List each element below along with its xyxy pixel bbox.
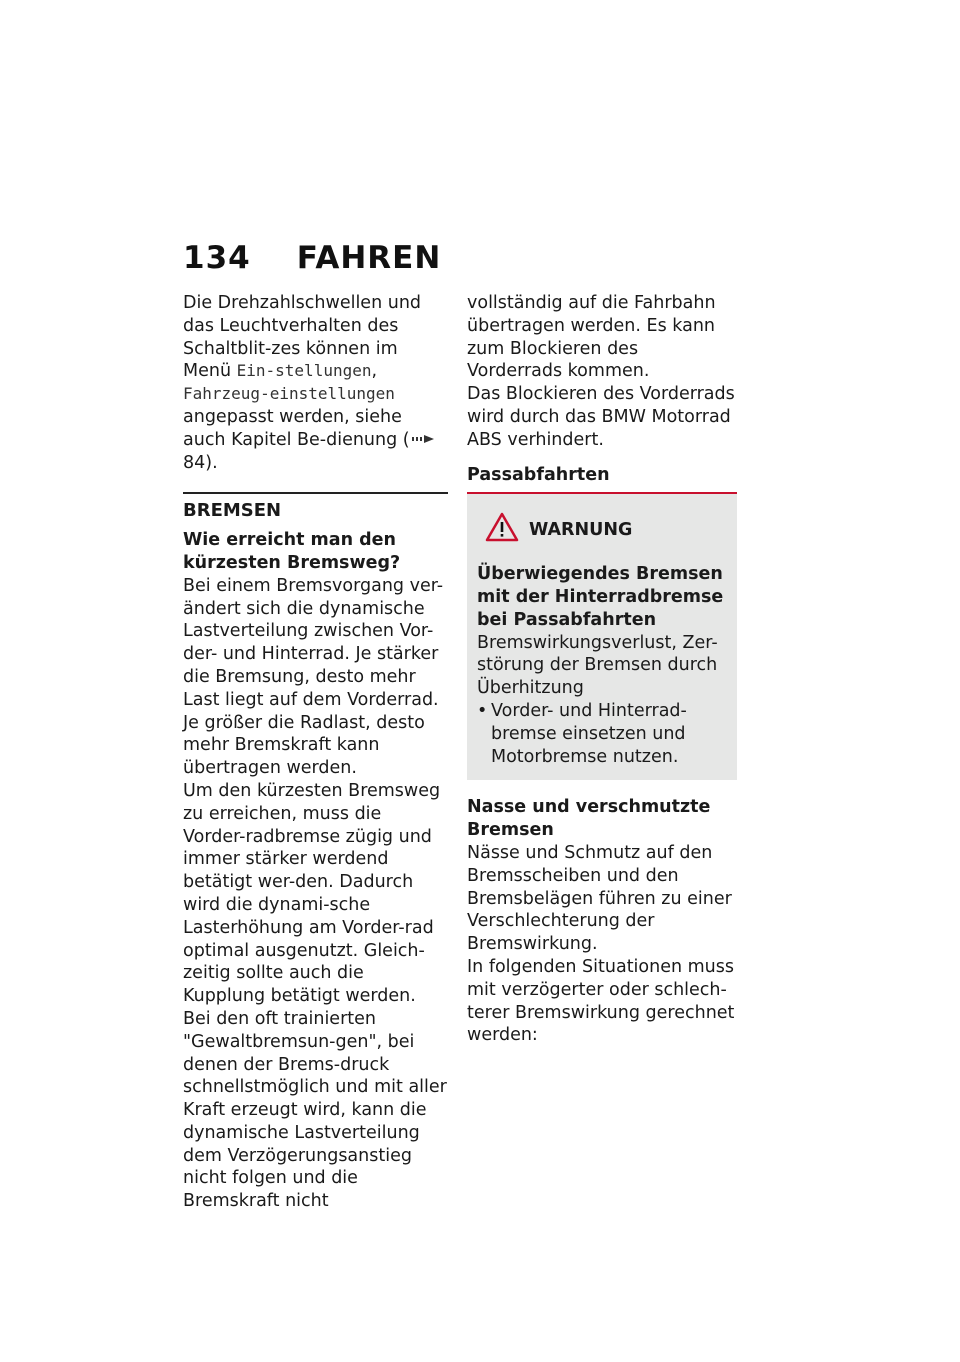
intro-paragraph [183,292,448,474]
page-number: 134 [183,240,251,276]
warning-action-text: Vorder- und Hinterrad-bremse einsetzen und Motorbremse nutzen. [491,700,687,767]
warning-consequence: Bremswirkungsverlust, Zer-störung der Bremsen durch Überhitzung [477,632,718,699]
paragraph: Nässe und Schmutz auf den Bremsscheiben und den Bremsbelägen führen zu einer Verschlechterung der Bremswirkung. [467,842,732,955]
paragraph: Bei einem Bremsvorgang ver-ändert sich die dynamische Lastverteilung zwischen Vor-der- und Hinterrad. Je stärker die Bremsung, desto mehr Last liegt auf dem Vorderrad. Je größer die Radlast, desto mehr Bremskraft kann übertragen werden. [183,575,444,779]
section-header: FAHREN [296,240,442,276]
warning-title: Überwiegendes Bremsen mit der Hinterradbremse bei Passabfahrten [477,564,724,630]
right-column [467,292,737,1047]
separator: , [371,361,378,382]
intro-text-b: angepasst werden, siehe auch Kapitel Be-dienung ( [183,406,410,450]
paragraph: Das Blockieren des Vorderrads wird durch das BMW Motorrad ABS verhindert. [467,384,735,450]
paragraph: In folgenden Situationen muss mit verzögerter oder schlech-terer Bremswirkung gerechnet werden: [467,956,735,1046]
subheading: Passabfahrten [467,464,610,485]
warning-triangle-icon [485,512,519,549]
warning-label: WARNUNG [529,520,633,541]
arrow-ref-icon [412,429,436,452]
bullet-icon: • [477,700,488,721]
question-title: Wie erreicht man den kürzesten Bremsweg? [183,530,401,573]
warning-action [477,700,727,768]
warning-box [467,492,737,780]
intro-text-a: Die Drehzahlschwellen und das Leuchtverhalten des Schaltblit-zes können im Menü [183,293,422,382]
paragraph: vollständig auf die Fahrbahn übertragen werden. Es kann zum Blockieren des Vorderrads kommen. [467,293,716,382]
menu-path-1: Ein-stellungen [236,361,372,381]
menu-path-2: Fahrzeug-einstellungen [183,384,395,404]
subheading: Nasse und verschmutzte Bremsen [467,797,711,841]
left-column [183,292,448,1213]
section-divider [183,492,448,494]
page-header [183,240,441,276]
warning-header [485,512,727,549]
paragraph: Um den kürzesten Bremsweg zu erreichen, muss die Vorder-radbremse zügig und immer stärker werdend betätigt wer-den. Dadurch wird die dynami-sche Lasterhöhung am Vorder-rad optimal ausgenutzt. Gleich-zeitig sollte auch die Kupplung betätigt werden. Bei den oft trainierten "Gewaltbremsun-gen", bei denen der Brems-druck schnellstmöglich und mit aller Kraft erzeugt wird, kann die dynamische Lastverteilung dem Verzögerungsanstieg nicht folgen und die Bremskraft nicht [183,780,447,1212]
ref-page-link[interactable]: 84). [183,452,218,473]
section-title: BREMSEN [183,500,282,522]
